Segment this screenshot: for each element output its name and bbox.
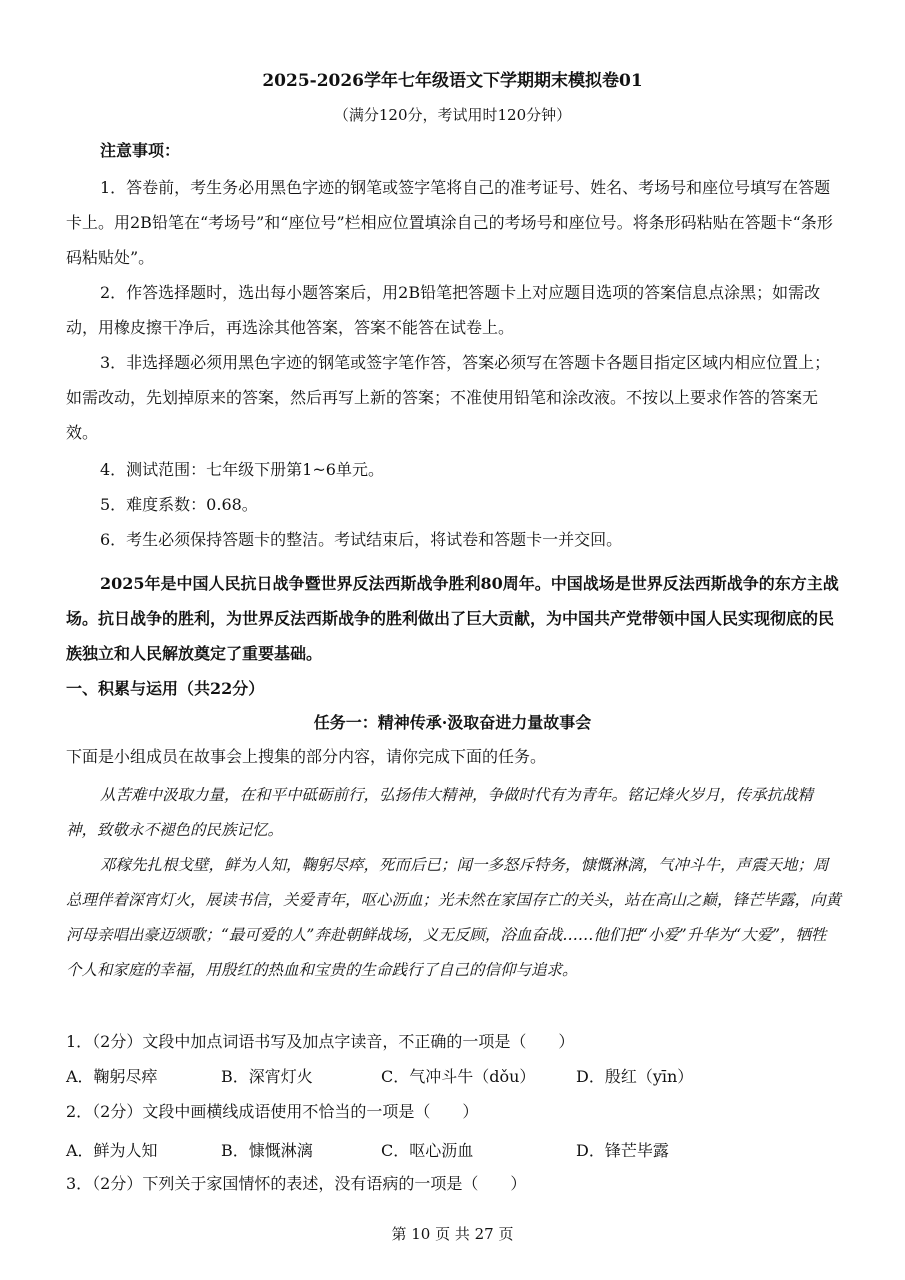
question-2-stem: 2．（2分）文段中画横线成语使用不恰当的一项是（ ） — [66, 1102, 479, 1121]
option-c: C．气冲斗牛（dǒu） — [381, 1067, 536, 1086]
page-footer: 第 10 页 共 27 页 — [391, 1225, 514, 1243]
notice-item-3: 3．非选择题必须用黑色字迹的钢笔或签字笔作答，答案必须写在答题卡各题目指定区域内相应位置上；如需改动，先划掉原来的答案，然后再写上新的答案；不准使用铅笔和涂改液。不按以上要求作答的答案无效。 — [66, 353, 831, 442]
intro-paragraph: 2025年是中国人民抗日战争暨世界反法西斯战争胜利80周年。中国战场是世界反法西斯战争的东方主战场。抗日战争的胜利，为世界反法西斯战争的胜利做出了巨大贡献，为中国共产党带领中国人民实现彻底的民族独立和人民解放奠定了重要基础。 — [66, 574, 839, 663]
option-b: B．深宵灯火 — [221, 1067, 313, 1086]
option-a: A．鲜为人知 — [66, 1141, 158, 1160]
option-a: A．鞠躬尽瘁 — [66, 1067, 158, 1086]
question-3-stem: 3．（2分）下列关于家国情怀的表述，没有语病的一项是（ ） — [66, 1174, 527, 1193]
option-b: B．慷慨淋漓 — [221, 1141, 313, 1160]
question-1-stem: 1．（2分）文段中加点词语书写及加点字读音，不正确的一项是（ ） — [66, 1032, 575, 1051]
notice-item-2: 2．作答选择题时，选出每小题答案后，用2B铅笔把答题卡上对应题目选项的答案信息点涂黑；如需改动，用橡皮擦干净后，再选涂其他答案，答案不能答在试卷上。 — [66, 283, 821, 337]
option-d: D．锋芒毕露 — [576, 1141, 669, 1160]
passage-paragraph-2: 邓稼先扎根戈壁，鲜为人知，鞠躬尽瘁，死而后已；闻一多怒斥特务，慷慨淋漓，气冲斗牛，声震天地；周总理伴着深宵灯火，展读书信，关爱青年，呕心沥血；光未然在家国存亡的关头，站在高山之巅，锋芒毕露，向黄河母亲唱出豪迈颂歌；“最可爱的人”奔赴朝鲜战场，义无反顾，浴血奋战……他们把“小爱”升华为“大爱”，牺牲个人和家庭的幸福，用殷红的热血和宝贵的生命践行了自己的信仰与追求。 — [66, 856, 842, 979]
notice-item-5: 5．难度系数：0.68。 — [100, 495, 258, 514]
exam-subtitle: （满分120分，考试用时120分钟） — [333, 106, 572, 124]
notice-item-1: 1．答卷前，考生务必用黑色字迹的钢笔或签字笔将自己的准考证号、姓名、考场号和座位号填写在答题卡上。用2B铅笔在“考场号”和“座位号”栏相应位置填涂自己的考场号和座位号。将条形码粘贴在答题卡“条形码粘贴处”。 — [66, 178, 833, 267]
notice-heading: 注意事项： — [100, 141, 181, 160]
option-d: D．殷红（yīn） — [576, 1067, 694, 1086]
exam-title: 2025-2026学年七年级语文下学期期末模拟卷01 — [262, 71, 643, 91]
passage-paragraph-1: 从苦难中汲取力量，在和平中砥砺前行，弘扬伟大精神，争做时代有为青年。铭记烽火岁月，传承抗战精神，致敬永不褪色的民族记忆。 — [66, 786, 814, 839]
task-heading: 任务一：精神传承·汲取奋进力量故事会 — [313, 713, 592, 732]
option-c: C．呕心沥血 — [381, 1141, 474, 1160]
notice-item-4: 4．测试范围：七年级下册第1~6单元。 — [100, 460, 384, 479]
notice-item-6: 6．考生必须保持答题卡的整洁。考试结束后，将试卷和答题卡一并交回。 — [100, 530, 623, 549]
task-intro: 下面是小组成员在故事会上搜集的部分内容，请你完成下面的任务。 — [66, 747, 547, 766]
section-heading: 一、积累与运用（共22分） — [66, 679, 265, 698]
